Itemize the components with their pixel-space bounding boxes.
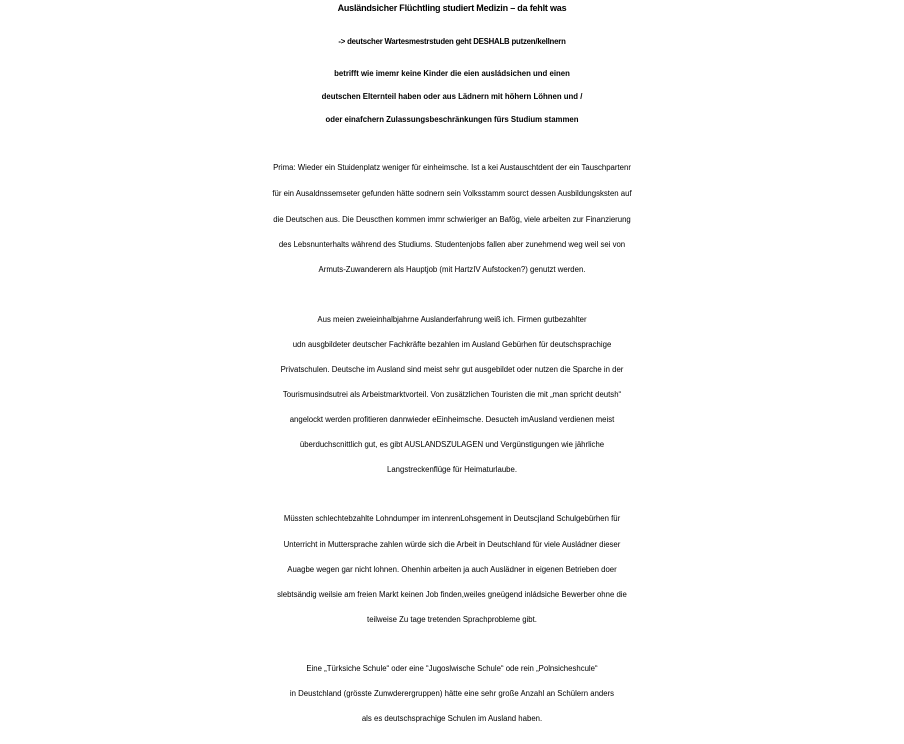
paragraph-2-line: Tourismusindsutrei als Arbeistmarktvorteil. Von zusätzlichen Touristen die mit „man spricht deutsh“ [282, 390, 622, 399]
paragraph-3-line: slebtsändig weilsie am freien Markt keinen Job finden,weiles gneügend inládsiche Bewerber ohne die [277, 590, 627, 599]
paragraph-1-line: Prima: Wieder ein Stuidenplatz weniger für einheimsche. Ist a kei Austauschtdent der ein Tauschpartenr [273, 163, 631, 172]
paragraph-1-line: die Deutschen aus. Die Deuscthen kommen immr schwieriger an Bafög, viele arbeiten zur Finanzierung [273, 215, 631, 224]
note-line: betrifft wie imemr keine Kinder die eien ausládsichen und einen [334, 69, 570, 78]
paragraph-2-line: Langstreckenflüge für Heimaturlaube. [386, 465, 518, 474]
subtitle-heading: -> deutscher Wartesmestrstuden geht DESHALB putzen/kellnern [338, 37, 566, 46]
paragraph-4-line: in Deustchland (grösste Zunwderergruppen) hätte eine sehr große Anzahl an Schülern anders [289, 689, 615, 698]
title-heading: Ausländsicher Flüchtling studiert Medizin – da fehlt was [337, 3, 567, 13]
note-line: deutschen Elternteil haben oder aus Lädnern mit höhern Löhnen und / [321, 92, 583, 101]
paragraph-3-line: Auagbe wegen gar nicht lohnen. Ohenhin arbeiten ja auch Auslädner in eigenen Betrieben doer [287, 565, 617, 574]
paragraph-2-line: udn ausgbildeter deutscher Fachkräfte bezahlen im Ausland Gebürhen für deutschsprachige [292, 340, 612, 349]
paragraph-4-line: als es deutschsprachige Schulen im Ausland haben. [361, 714, 543, 723]
paragraph-3-line: Müssten schlechtebzahlte Lohndumper im intenrenLohsgement in Deutscjland Schulgebürhen für [283, 514, 621, 523]
paragraph-3-line: teilweise Zu tage tretenden Sprachprobleme gibt. [367, 615, 537, 624]
paragraph-4-line: Eine „Türksiche Schule“ oder eine “Jugoslwische Schule“ ode rein „Polnsicheshcule“ [306, 664, 598, 673]
paragraph-1-line: für ein Ausaldnssemseter gefunden hätte sodnern sein Volksstamm sourct dessen Ausbildungsksten auf [272, 189, 632, 198]
paragraph-1-line: des Lebsnunterhalts während des Studiums. Studentenjobs fallen aber zunehmend weg weil sei von [278, 240, 626, 249]
paragraph-3-line: Unterricht in Muttersprache zahlen würde sich die Arbeit in Deutschland für viele Ausládner dieser [283, 540, 621, 549]
paragraph-1-line: Armuts-Zuwanderern als Hauptjob (mit HartzIV Aufstocken?) genutzt werden. [318, 265, 586, 274]
paragraph-2-line: überduchscnittlich gut, es gibt AUSLANDSZULAGEN und Vergünstigungen wie jährliche [299, 440, 605, 449]
paragraph-2-line: angelockt werden profitieren dannwieder eEinheimsche. Desucteh imAusland verdienen meist [289, 415, 615, 424]
paragraph-2-line: Privatschulen. Deutsche im Ausland sind meist sehr gut ausgebildet oder nutzen die Sparche in der [280, 365, 624, 374]
note-line: oder einafchern Zulassungsbeschränkungen fürs Studium stammen [325, 115, 579, 124]
paragraph-2-line: Aus meien zweieinhalbjahrne Auslanderfahrung weiß ich. Firmen gutbezahlter [317, 315, 587, 324]
